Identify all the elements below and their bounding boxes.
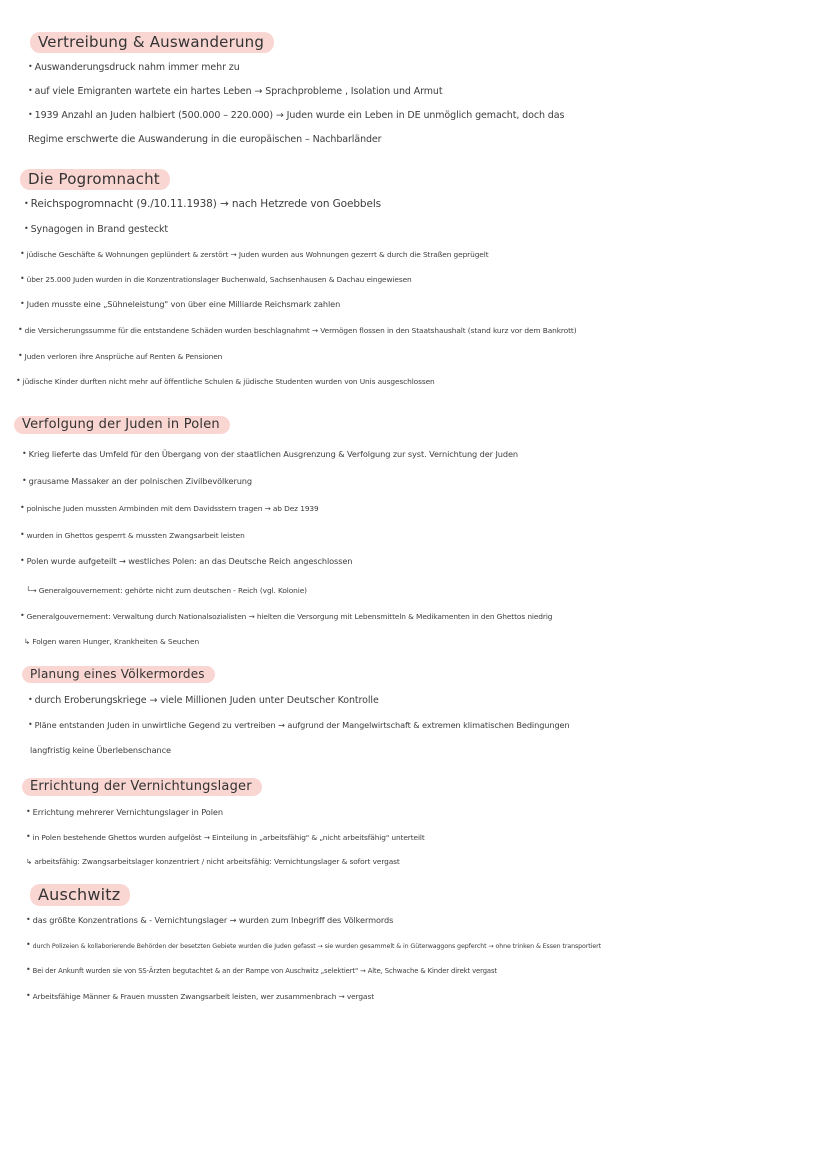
bullet-dot-icon: •	[20, 274, 25, 283]
note-line: • über 25.000 Juden wurden in die Konzentrationslager Buchenwald, Sachsenhausen & Dachau eingewiesen	[20, 274, 412, 284]
note-line: • das größte Konzentrations & - Vernichtungslager → wurden zum Inbegriff des Völkermords	[26, 915, 394, 925]
bullet-dot-icon: •	[18, 325, 23, 334]
bullet-dot-icon: •	[28, 695, 33, 704]
sub-arrow-icon: ↳	[26, 857, 35, 866]
note-line: • Synagogen in Brand gesteckt	[24, 224, 169, 235]
note-line: • Juden musste eine „Sühneleistung" von über eine Milliarde Reichsmark zahlen	[20, 299, 341, 309]
bullet-dot-icon: •	[28, 62, 33, 71]
note-line: • Arbeitsfähige Männer & Frauen mussten Zwangsarbeit leisten, wer zusammenbrach → vergast	[26, 991, 374, 1001]
section-heading-planung: Planung eines Völkermordes	[22, 666, 215, 683]
sub-arrow-icon: └→	[26, 586, 39, 595]
note-line: • Polen wurde aufgeteilt → westliches Polen: an das Deutsche Reich angeschlossen	[20, 556, 353, 566]
bullet-dot-icon: •	[20, 299, 25, 308]
note-line: • grausame Massaker an der polnischen Zivilbevölkerung	[22, 476, 252, 486]
bullet-dot-icon: •	[22, 476, 27, 485]
note-line: • Errichtung mehrerer Vernichtungslager in Polen	[26, 807, 223, 817]
bullet-dot-icon: •	[18, 351, 23, 360]
bullet-dot-icon: •	[26, 940, 31, 949]
bullet-dot-icon: •	[26, 915, 31, 924]
section-heading-polen: Verfolgung der Juden in Polen	[14, 416, 230, 434]
bullet-dot-icon: •	[24, 199, 29, 208]
bullet-dot-icon: •	[24, 224, 29, 233]
sub-arrow-icon: ↳	[24, 637, 33, 646]
note-line: • Bei der Ankunft wurden sie von SS-Ärzten begutachtet & an der Rampe von Auschwitz „selektiert" → Alte, Schwache & Kinder direkt vergast	[26, 965, 497, 975]
bullet-dot-icon: •	[26, 965, 31, 974]
bullet-dot-icon: •	[26, 807, 31, 816]
bullet-dot-icon: •	[28, 720, 33, 729]
bullet-dot-icon: •	[22, 449, 27, 458]
bullet-dot-icon: •	[28, 86, 33, 95]
note-line: ↳ arbeitsfähig: Zwangsarbeitslager konzentriert / nicht arbeitsfähig: Vernichtungslager & sofort vergast	[26, 857, 400, 866]
section-heading-vertreibung: Vertreibung & Auswanderung	[30, 32, 274, 53]
note-line: • jüdische Kinder durften nicht mehr auf öffentliche Schulen & jüdische Studenten wurden von Unis ausgeschlossen	[16, 376, 435, 386]
bullet-dot-icon: •	[26, 832, 31, 841]
note-line: Regime erschwerte die Auswanderung in die europäischen – Nachbarländer	[28, 134, 382, 145]
section-heading-pogromnacht: Die Pogromnacht	[20, 169, 170, 190]
note-line: • durch Polizeien & kollaborierende Behörden der besetzten Gebiete wurden die Juden gefasst → sie wurden gesammelt & in Güterwaggons gepfercht → ohne trinken & Essen transportiert	[26, 940, 601, 950]
note-line: • Auswanderungsdruck nahm immer mehr zu	[28, 62, 240, 73]
section-heading-auschwitz: Auschwitz	[30, 884, 130, 906]
bullet-dot-icon: •	[20, 249, 25, 258]
note-line: • Krieg lieferte das Umfeld für den Übergang von der staatlichen Ausgrenzung & Verfolgung zur syst. Vernichtung der Juden	[22, 449, 518, 459]
note-line: • Generalgouvernement: Verwaltung durch Nationalsozialisten → hielten die Versorgung mit Lebensmitteln & Medikamenten in den Ghettos niedrig	[20, 611, 553, 621]
bullet-dot-icon: •	[20, 503, 25, 512]
bullet-dot-icon: •	[20, 530, 25, 539]
note-line: • auf viele Emigranten wartete ein hartes Leben → Sprachprobleme , Isolation und Armut	[28, 86, 443, 97]
bullet-dot-icon: •	[26, 991, 31, 1000]
bullet-dot-icon: •	[28, 110, 33, 119]
section-heading-errichtung: Errichtung der Vernichtungslager	[22, 778, 262, 796]
note-line: • polnische Juden mussten Armbinden mit dem Davidsstern tragen → ab Dez 1939	[20, 503, 319, 513]
note-line: • durch Eroberungskriege → viele Millionen Juden unter Deutscher Kontrolle	[28, 695, 379, 706]
bullet-dot-icon: •	[20, 556, 25, 565]
note-line: • wurden in Ghettos gesperrt & mussten Zwangsarbeit leisten	[20, 530, 245, 540]
note-line: • Juden verloren ihre Ansprüche auf Renten & Pensionen	[18, 351, 223, 361]
note-line: • Pläne entstanden Juden in unwirtliche Gegend zu vertreiben → aufgrund der Mangelwirtschaft & extremen klimatischen Bedingungen	[28, 720, 570, 730]
note-line: • jüdische Geschäfte & Wohnungen geplündert & zerstört → Juden wurden aus Wohnungen gezerrt & durch die Straßen geprügelt	[20, 249, 489, 259]
note-line: ↳ Folgen waren Hunger, Krankheiten & Seuchen	[24, 637, 200, 646]
note-line: • die Versicherungssumme für die entstandene Schäden wurden beschlagnahmt → Vermögen flossen in den Staatshaushalt (stand kurz vor dem Bankrott)	[18, 325, 577, 335]
note-line: └→ Generalgouvernement: gehörte nicht zum deutschen - Reich (vgl. Kolonie)	[26, 586, 307, 595]
note-line: • in Polen bestehende Ghettos wurden aufgelöst → Einteilung in „arbeitsfähig" & „nicht arbeitsfähig" unterteilt	[26, 832, 425, 842]
bullet-dot-icon: •	[20, 611, 25, 620]
note-line: • Reichspogromnacht (9./10.11.1938) → nach Hetzrede von Goebbels	[24, 198, 382, 210]
note-line: • 1939 Anzahl an Juden halbiert (500.000 – 220.000) → Juden wurde ein Leben in DE unmöglich gemacht, doch das	[28, 110, 565, 121]
note-line: langfristig keine Überlebenschance	[30, 745, 171, 755]
bullet-dot-icon: •	[16, 376, 21, 385]
